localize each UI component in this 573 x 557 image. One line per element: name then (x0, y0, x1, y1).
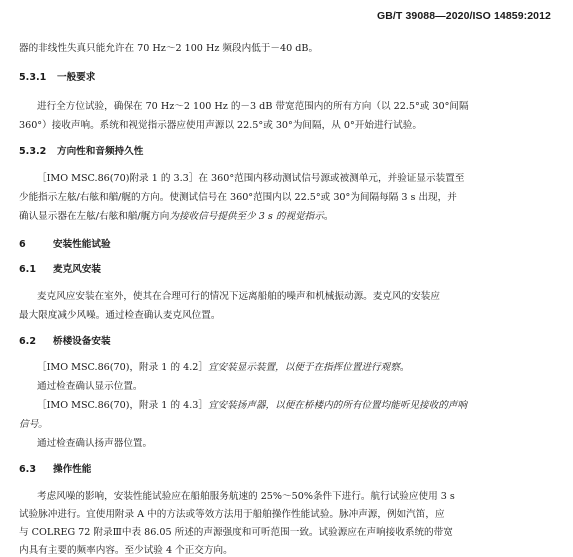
body-text-line (19, 211, 333, 223)
body-text-line: 麦克风应安装在室外，使其在合理可行的情况下远离船舶的噪声和机械振动源。麦克风的安装应 (37, 291, 440, 302)
section-title: 麦克风安装 (53, 264, 101, 275)
section-heading-6-1 (19, 264, 101, 276)
section-number: 5.3.2 (19, 146, 47, 157)
body-text-span: 确认显示器在左舷/右舷和艏/艉方向 (19, 211, 170, 222)
imo-reference: ［IMO MSC.86(70)附录 1 的 3.3］ (37, 173, 199, 184)
body-text-line: 内具有主要的频率内容。至少试验 4 个正交方向。 (19, 545, 233, 556)
body-text-line: 少能指示左舷/右舷和艏/艉的方向。使测试信号在 360°范围内以 22.5°或 30°为间隔每隔 3 s 出现，并 (19, 192, 457, 203)
section-title: 方向性和音频持久性 (57, 146, 144, 157)
section-title: 桥楼设备安装 (53, 336, 111, 347)
body-text-line: 360°）接收声响。系统和视觉指示器应使用声源以 22.5°或 30°为间隔，从 0°开始进行试验。 (19, 120, 422, 131)
body-text-span: 。 (323, 211, 334, 222)
requirement-italic: 宜安装扬声器，以便在桥楼内的所有位置均能听见接收的声响 (207, 400, 467, 411)
requirement-italic: 宜安装显示装置，以便于在指挥位置进行观察 (207, 362, 400, 373)
body-text-line: 信号。 (19, 419, 48, 430)
requirement-italic: 为接收信号提供至少 3 s 的视觉指示 (169, 211, 324, 222)
section-heading-6-2 (19, 336, 111, 348)
body-text-span: 。 (399, 362, 410, 373)
section-number: 6.1 (19, 264, 36, 275)
body-text-line: 与 COLREG 72 附录Ⅲ中表 86.05 所述的声源强度和可听范围一致。试验源应在声响接收系统的带宽 (19, 527, 453, 538)
section-number: 6.2 (19, 336, 36, 347)
section-title: 一般要求 (57, 72, 96, 83)
section-heading-6-3 (19, 464, 91, 476)
body-text-line: 最大限度减少风噪。通过检查确认麦克风位置。 (19, 310, 221, 321)
imo-reference: ［IMO MSC.86(70)，附录 1 的 4.3］ (37, 400, 208, 411)
body-text-line (37, 173, 464, 185)
section-heading-5-3-1 (19, 72, 95, 84)
section-number: 5.3.1 (19, 72, 47, 83)
body-text-line: 通过检查确认显示位置。 (37, 381, 143, 392)
body-text-line: 试验脉冲进行。宜使用附录 A 中的方法或等效方法用于船舶操作性能试验。脉冲声源，例如汽笛，应 (19, 509, 445, 520)
section-title: 安装性能试验 (53, 239, 111, 250)
section-title: 操作性能 (53, 464, 92, 475)
body-text-line: 考虑风噪的影响，安装性能试验应在船舶服务航速的 25%～50%条件下进行。航行试验应使用 3 s (37, 491, 455, 502)
body-text-line: 器的非线性失真只能允许在 70 Hz～2 100 Hz 频段内低于－40 dB。 (19, 43, 319, 54)
body-text-span: 在 360°范围内移动测试信号源或被测单元，并验证显示装置至 (198, 173, 465, 184)
section-number: 6.3 (19, 464, 36, 475)
chapter-heading-6 (19, 239, 111, 251)
section-number: 6 (19, 239, 26, 250)
standard-number-header: GB/T 39088—2020/ISO 14859:2012 (376, 10, 551, 22)
imo-reference: ［IMO MSC.86(70)，附录 1 的 4.2］ (37, 362, 208, 373)
body-text-line (37, 400, 467, 412)
body-text-line: 进行全方位试验，确保在 70 Hz～2 100 Hz 的－3 dB 带宽范围内的所有方向（以 22.5°或 30°间隔 (37, 101, 469, 112)
body-text-line (37, 362, 409, 374)
body-text-line: 通过检查确认扬声器位置。 (37, 438, 153, 449)
section-heading-5-3-2 (19, 146, 143, 158)
